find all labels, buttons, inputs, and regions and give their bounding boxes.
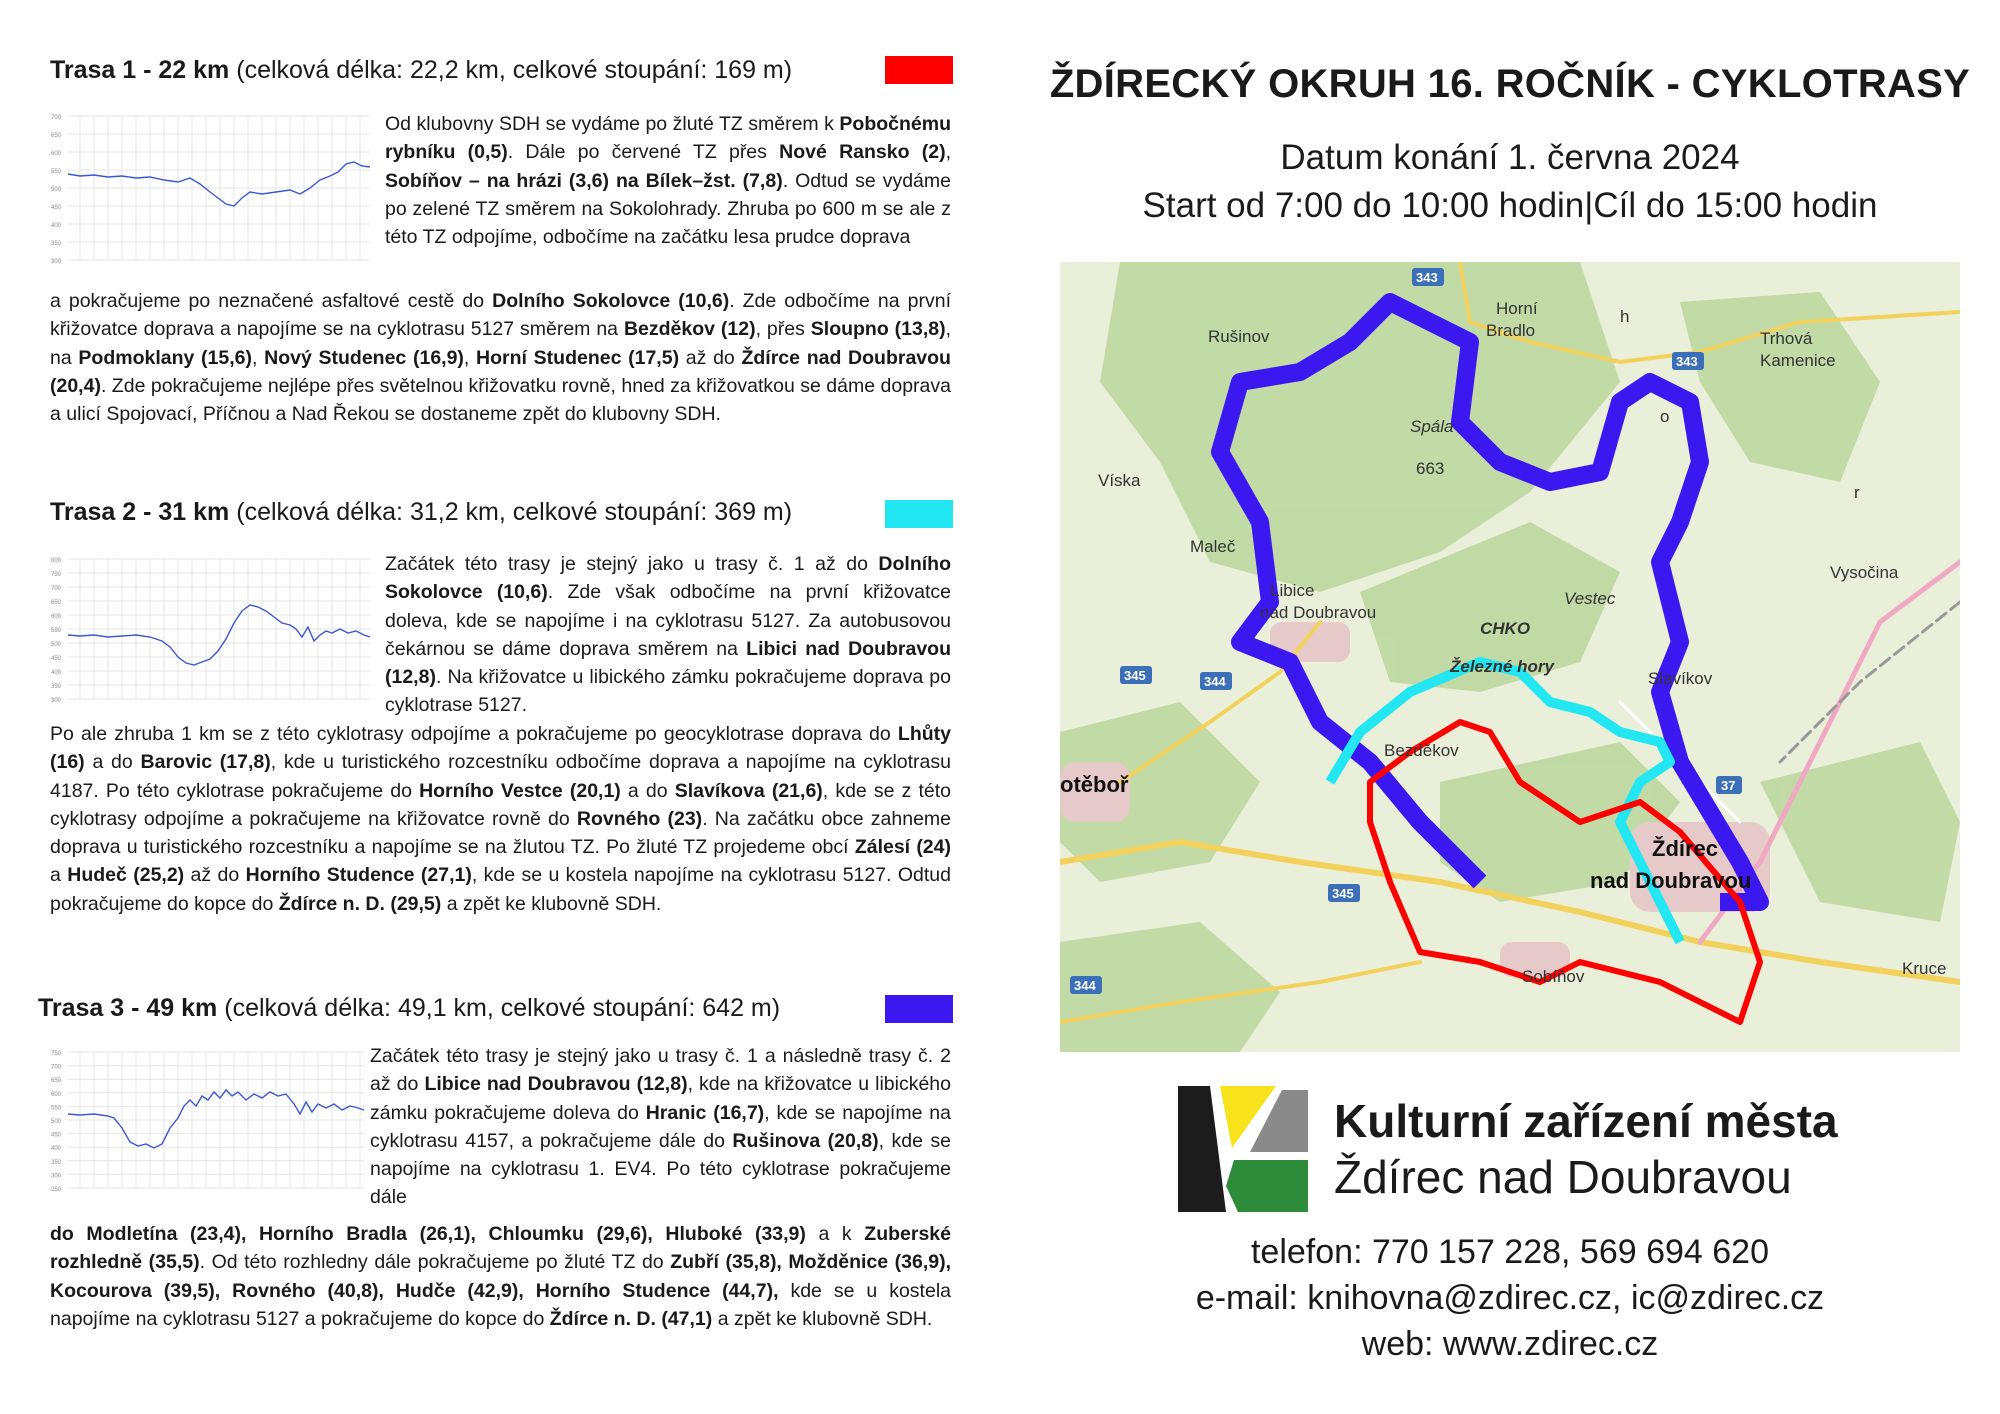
route1-elevation-profile bbox=[50, 112, 372, 274]
svg-text:700: 700 bbox=[51, 115, 62, 121]
label-letter-h: h bbox=[1620, 307, 1630, 326]
label-chko-2: Železné hory bbox=[1450, 657, 1554, 676]
label-krucemburk: Kruce bbox=[1902, 959, 1947, 978]
road-shield-label: 344 bbox=[1204, 674, 1226, 689]
organization-logo bbox=[1178, 1086, 1308, 1212]
route2-description-bottom: Po ale zhruba 1 km se z této cyklotrasy odpojíme a pokračujeme po geocyklotrase doprava do Lhůty (16) a do Barovic (17,8), kde u turistického rozcestníku odbočíme doprava a napojíme na cyklotrasu 4187. Po této cyklotrase pokračujeme do Horního Vestce (20,1) a do Slavíkova (21,6), kde se z této cyklotrasy odpojíme a pokračujeme na křižovatce rovně do Rovného (23). Na začátku obce zahneme doprava u turistického rozcestníku a napojíme se na žlutou TZ. Po žluté TZ projedeme obcí Zálesí (24) a Hudeč (25,2) až do Horního Studence (27,1), kde se u kostela napojíme na cyklotrasu 5127. Odtud pokračujeme do kopce do Ždírce n. D. (29,5) a zpět ke klubovně SDH. bbox=[50, 723, 952, 915]
route2-description-top: Začátek této trasy je stejný jako u trasy č. 1 až do Dolního Sokolovce (10,6). Zde však odbočíme na první křižovatce doleva, kde se napojíme i na cyklotrasu 5127. Za autobusovou čekárnou se dáme doprava směrem na Libici nad Doubravou (12,8). Na křižovatce u libického zámku pokračujeme doprava po cyklotrase 5127. bbox=[385, 553, 952, 717]
logo-text-line2: Ždírec nad Doubravou bbox=[1334, 1151, 1792, 1203]
route3-heading: Trasa 3 - 49 km (celková délka: 49,1 km, celkové stoupání: 642 m) bbox=[38, 994, 781, 1022]
svg-text:800: 800 bbox=[51, 558, 62, 564]
label-chotebor: otěboř bbox=[1060, 772, 1129, 797]
label-libice-2: nad Doubravou bbox=[1260, 603, 1377, 622]
label-spala: Spála bbox=[1410, 417, 1454, 436]
svg-text:550: 550 bbox=[51, 169, 62, 175]
route2-elevation-profile bbox=[50, 555, 372, 713]
route1-description-bottom: a pokračujeme po neznačené asfaltové cestě do Dolního Sokolovce (10,6). Zde odbočíme na první křižovatce doprava a napojíme se na cyklotrasu 5127 směrem na Bezděkov (12), přes Sloupno (13,8), na Podmoklany (15,6), Nový Studenec (16,9), Horní Studenec (17,5) až do Ždírce nad Doubravou (20,4). Zde pokračujeme nejlépe přes světelnou křižovatku rovně, hned za křižovatkou se dáme doprava a ulicí Spojovací, Příčnou a Nad Řekou se dostaneme zpět do klubovny SDH. bbox=[50, 290, 952, 426]
route3-description-top: Začátek této trasy je stejný jako u trasy č. 1 a následně trasy č. 2 až do Libice nad Doubravou (12,8), kde na křižovatce u libického zámku pokračujeme doleva do Hranic (16,7), kde se napojíme na cyklotrasu 4157, a pokračujeme dále do Rušinova (20,8), kde se napojíme na cyklotrasu 1. EV4. Po této cyklotrase pokračujeme dále bbox=[370, 1045, 951, 1209]
svg-text:400: 400 bbox=[51, 1146, 62, 1153]
road-shield-label: 343 bbox=[1416, 270, 1438, 285]
label-vestec: Vestec bbox=[1564, 589, 1616, 608]
event-time: Start od 7:00 do 10:00 hodin|Cíl do 15:00 hodin bbox=[1142, 186, 1878, 225]
road-shield-label: 37 bbox=[1721, 778, 1736, 793]
svg-text:350: 350 bbox=[51, 684, 62, 690]
road-shield-label: 345 bbox=[1332, 886, 1354, 901]
svg-text:550: 550 bbox=[51, 1105, 62, 1112]
label-rusinov: Rušinov bbox=[1208, 327, 1270, 346]
svg-text:450: 450 bbox=[51, 1132, 62, 1139]
svg-text:500: 500 bbox=[51, 642, 62, 648]
route1-description-top: Od klubovny SDH se vydáme po žluté TZ směrem k Pobočnému rybníku (0,5). Dále po červené TZ přes Nové Ransko (2), Sobíňov – na hrázi (3,6) na Bílek–žst. (7,8). Odtud se vydáme po zelené TZ směrem na Sokolohrady. Zhruba po 600 m se ale z této TZ odpojíme, odbočíme na začátku lesa prudce doprava bbox=[385, 113, 951, 249]
svg-text:650: 650 bbox=[51, 600, 62, 606]
svg-text:500: 500 bbox=[51, 1119, 62, 1125]
svg-text:350: 350 bbox=[51, 1159, 62, 1166]
svg-text:300: 300 bbox=[51, 698, 62, 704]
label-viska: Víska bbox=[1098, 471, 1141, 490]
logo-green-shape bbox=[1226, 1160, 1308, 1212]
label-bezdekov: Bezděkov bbox=[1384, 741, 1459, 760]
svg-text:300: 300 bbox=[51, 259, 62, 265]
label-zdirec: Ždírec bbox=[1652, 836, 1719, 861]
label-trhova-kamenice-2: Kamenice bbox=[1760, 351, 1836, 370]
event-date: Datum konání 1. června 2024 bbox=[1280, 138, 1740, 177]
road-shield-label: 344 bbox=[1074, 978, 1096, 993]
route3-color-swatch bbox=[885, 995, 953, 1023]
label-spala-height: 663 bbox=[1416, 459, 1445, 478]
svg-text:250: 250 bbox=[51, 1187, 62, 1193]
route1-heading: Trasa 1 - 22 km (celková délka: 22,2 km, celkové stoupání: 169 m) bbox=[50, 56, 793, 84]
svg-text:650: 650 bbox=[51, 1078, 62, 1085]
label-letter-o: o bbox=[1660, 407, 1670, 426]
road-shield-label: 343 bbox=[1676, 354, 1698, 369]
svg-text:700: 700 bbox=[51, 1064, 62, 1071]
svg-text:600: 600 bbox=[51, 151, 62, 157]
svg-text:400: 400 bbox=[51, 223, 62, 229]
contact-web[interactable]: web: www.zdirec.cz bbox=[1361, 1325, 1659, 1363]
label-libice: Libice bbox=[1270, 581, 1315, 600]
label-letter-r: r bbox=[1854, 483, 1860, 502]
svg-text:700: 700 bbox=[51, 586, 62, 592]
svg-text:400: 400 bbox=[51, 670, 62, 676]
label-vysocina: Vysočina bbox=[1830, 563, 1899, 582]
label-chko: CHKO bbox=[1480, 619, 1531, 638]
road-shield-label: 345 bbox=[1124, 668, 1146, 683]
svg-text:350: 350 bbox=[51, 241, 62, 247]
svg-text:550: 550 bbox=[51, 628, 62, 634]
svg-text:600: 600 bbox=[51, 614, 62, 620]
label-slavikov: Slavíkov bbox=[1648, 669, 1713, 688]
label-horni-bradlo: Horní bbox=[1496, 299, 1538, 318]
route-map bbox=[1060, 262, 1960, 1052]
svg-text:450: 450 bbox=[51, 205, 62, 211]
svg-text:300: 300 bbox=[51, 1173, 62, 1180]
route2-heading: Trasa 2 - 31 km (celková délka: 31,2 km, celkové stoupání: 369 m) bbox=[50, 498, 793, 526]
route3-elevation-profile bbox=[50, 1048, 366, 1202]
label-horni-bradlo-2: Bradlo bbox=[1486, 321, 1536, 340]
route3-description-bottom: do Modletína (23,4), Horního Bradla (26,1), Chloumku (29,6), Hluboké (33,9) a k Zuberské rozhledně (35,5). Od této rozhledny dále pokračujeme po žluté TZ do Zubří (35,8), Možděnice (36,9), Kocourova (39,5), Rovného (40,8), Hudče (42,9), Horního Studence (44,7), kde se u kostela napojíme na cyklotrasu 5127 a pokračujeme do kopce do Ždírce n. D. (47,1) a zpět ke klubovně SDH. bbox=[50, 1223, 952, 1330]
contact-phone: telefon: 770 157 228, 569 694 620 bbox=[1250, 1233, 1770, 1271]
contact-email: e-mail: knihovna@zdirec.cz, ic@zdirec.cz bbox=[1195, 1279, 1825, 1317]
page-title: ŽDÍRECKÝ OKRUH 16. ROČNÍK - CYKLOTRASY bbox=[1049, 62, 1971, 106]
svg-text:600: 600 bbox=[51, 1091, 62, 1098]
svg-text:500: 500 bbox=[51, 187, 62, 193]
logo-text-line1: Kulturní zařízení města bbox=[1334, 1095, 1838, 1147]
label-sobinov: Sobíňov bbox=[1522, 967, 1585, 986]
label-zdirec-2: nad Doubravou bbox=[1590, 868, 1752, 893]
svg-text:450: 450 bbox=[51, 656, 62, 662]
route2-color-swatch bbox=[885, 500, 953, 528]
svg-text:750: 750 bbox=[51, 572, 62, 578]
svg-text:750: 750 bbox=[51, 1051, 62, 1057]
svg-text:650: 650 bbox=[51, 133, 62, 139]
label-malec: Maleč bbox=[1190, 537, 1236, 556]
route1-color-swatch bbox=[885, 56, 953, 84]
label-trhova-kamenice: Trhová bbox=[1760, 329, 1813, 348]
